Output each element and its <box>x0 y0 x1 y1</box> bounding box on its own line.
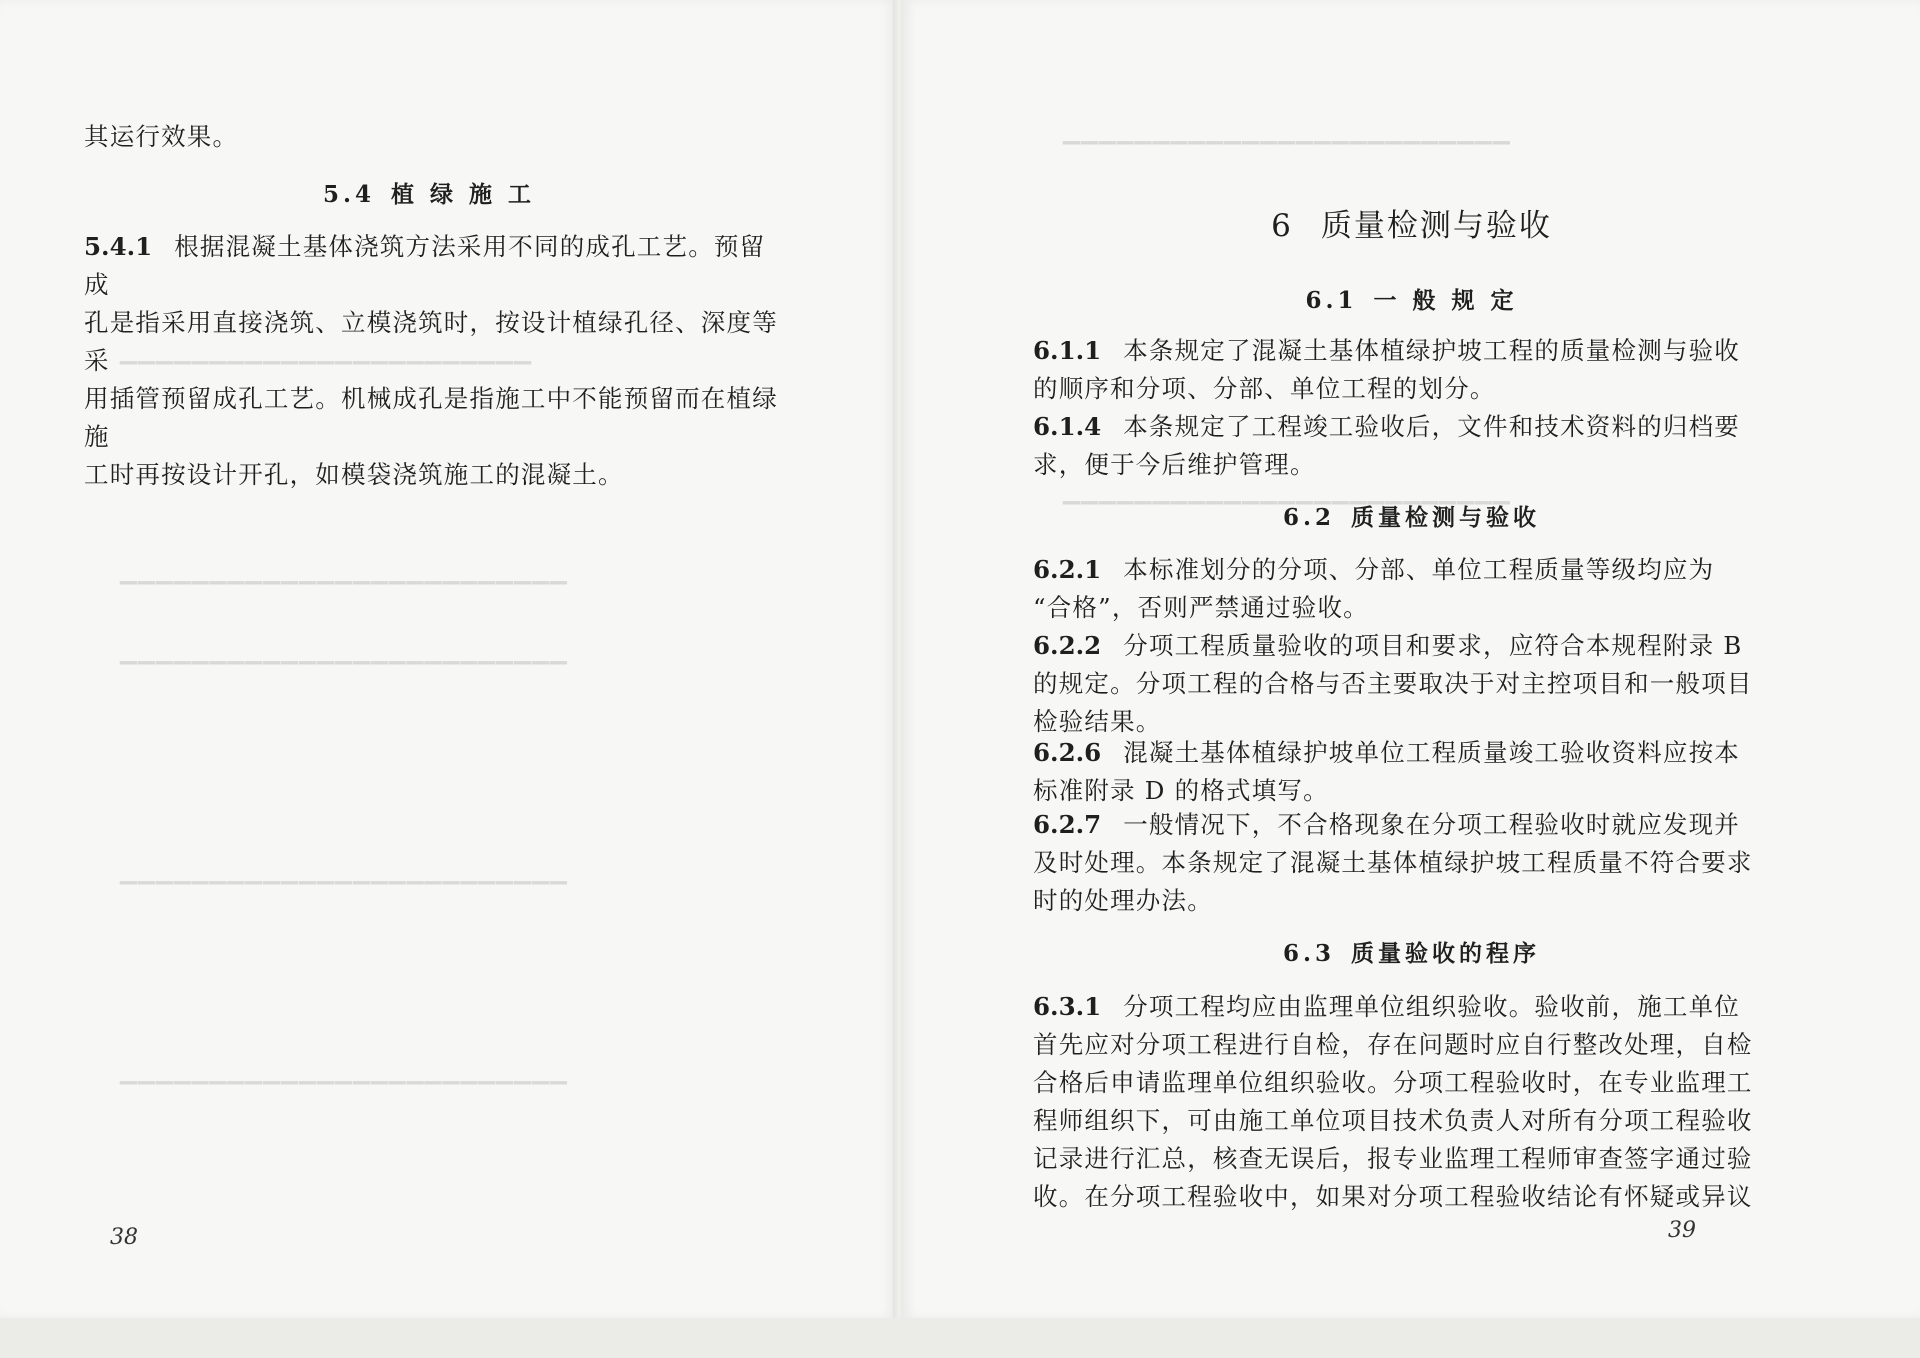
section-heading: 6.3 质量验收的程序 <box>1282 940 1540 967</box>
right-page <box>903 0 1920 1318</box>
chapter-heading <box>903 200 1920 245</box>
bleed-through-text: ▁▁▁▁▁▁▁▁▁▁▁▁▁▁▁▁▁▁▁▁▁▁▁ <box>120 340 533 365</box>
bleed-through-text: ▁▁▁▁▁▁▁▁▁▁▁▁▁▁▁▁▁▁▁▁▁▁▁▁▁ <box>120 1060 568 1085</box>
section-heading: 6.1 一 般 规 定 <box>1305 287 1518 314</box>
clause-6-3-1: 6.3.1 分项工程均应由监理单位组织验收。验收前，施工单位 首先应对分项工程进行自检，存在问题时应自行整改处理，自检 合格后申请监理单位组织验收。分项工程验收时，在专业监理工 程师组织下，可由施工单位项目技术负责人对所有分项工程验收 记录进行汇总，核查无误后，报专业监理工程师审查签字通过验 收。在分项工程验收中，如果对分项工程验收结论有怀疑或异议 <box>1033 992 1753 1211</box>
clause-6-2-1: 6.2.1 本标准划分的分项、分部、单位工程质量等级均应为 “合格”，否则严禁通过验收。 <box>1033 555 1715 622</box>
chapter-title: 质量检测与验收 <box>1320 208 1552 244</box>
section-heading: 6.2 质量检测与验收 <box>1282 504 1540 531</box>
bleed-through-text: ▁▁▁▁▁▁▁▁▁▁▁▁▁▁▁▁▁▁▁▁▁▁▁▁▁ <box>120 560 568 585</box>
bleed-through-text: ▁▁▁▁▁▁▁▁▁▁▁▁▁▁▁▁▁▁▁▁▁▁▁▁▁ <box>1063 480 1511 505</box>
clause-6-1-1: 6.1.1 本条规定了混凝土基体植绿护坡工程的质量检测与验收 的顺序和分项、分部、单位工程的划分。 <box>1033 336 1741 403</box>
bleed-through-text: ▁▁▁▁▁▁▁▁▁▁▁▁▁▁▁▁▁▁▁▁▁▁▁▁▁ <box>120 640 568 665</box>
section-heading <box>84 176 774 209</box>
clause-6-1-4: 6.1.4 本条规定了工程竣工验收后，文件和技术资料的归档要 求，便于今后维护管理。 <box>1033 412 1741 479</box>
clause-line: 用插管预留成孔工艺。机械成孔是指施工中不能预留而在植绿施 <box>84 384 778 451</box>
clause-number: 5.4.1 <box>84 232 153 261</box>
bleed-through-text: ▁▁▁▁▁▁▁▁▁▁▁▁▁▁▁▁▁▁▁▁▁▁▁▁▁ <box>120 860 568 885</box>
left-page <box>0 0 895 1318</box>
bleed-through-text: ▁▁▁▁▁▁▁▁▁▁▁▁▁▁▁▁▁▁▁▁▁▁▁▁▁ <box>1063 120 1511 145</box>
section-number: 5.4 <box>322 181 375 208</box>
page-number: 39 <box>1668 1218 1696 1243</box>
scan-bottom-margin <box>0 1318 1920 1358</box>
page-number: 38 <box>110 1225 138 1250</box>
clause-6-2-6: 6.2.6 混凝土基体植绿护坡单位工程质量竣工验收资料应按本 标准附录 D 的格式填写。 <box>1033 738 1741 805</box>
chapter-number: 6 <box>1271 208 1293 244</box>
clause-5-4-1 <box>84 228 784 494</box>
clause-6-2-7: 6.2.7 一般情况下，不合格现象在分项工程验收时就应发现并 及时处理。本条规定了混凝土基体植绿护坡工程质量不符合要求 时的处理办法。 <box>1033 810 1753 915</box>
clause-line: 5.4.1 根据混凝土基体浇筑方法采用不同的成孔工艺。预留成 <box>84 232 766 299</box>
clause-line: 工时再按设计开孔，如模袋浇筑施工的混凝土。 <box>84 460 624 489</box>
clause-line: 孔是指采用直接浇筑、立模浇筑时，按设计植绿孔径、深度等采 <box>84 308 778 375</box>
continued-text: 其运行效果。 <box>84 122 239 151</box>
section-title: 植 绿 施 工 <box>390 181 536 208</box>
clause-6-2-2: 6.2.2 分项工程质量验收的项目和要求，应符合本规程附录 B 的规定。分项工程的合格与否主要取决于对主控项目和一般项目 检验结果。 <box>1033 631 1753 736</box>
